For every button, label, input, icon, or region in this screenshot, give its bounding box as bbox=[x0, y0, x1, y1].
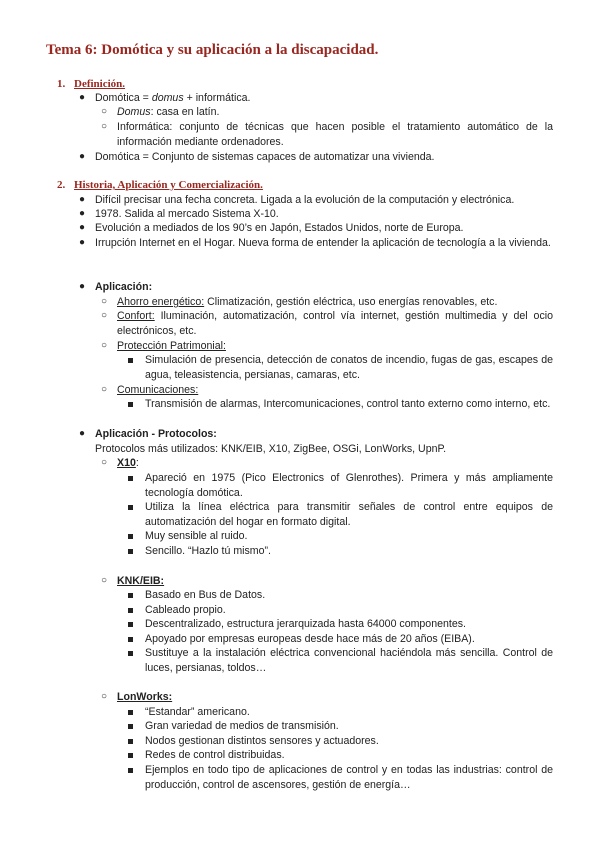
bullet-square bbox=[128, 604, 133, 618]
bullet-square bbox=[128, 501, 133, 515]
bullet-square bbox=[128, 735, 133, 749]
section-2-heading bbox=[74, 178, 263, 192]
bullet-dot: ● bbox=[79, 222, 86, 233]
text-segment: Iluminación, automatización, control vía internet, gestión multimedia y del ocio electrónicos, etc. bbox=[117, 310, 553, 337]
section-1-number: 1. bbox=[57, 78, 66, 90]
lonworks-item: “Estandar” americano. bbox=[145, 706, 250, 718]
knk-item: Sustituye a la instalación eléctrica convencional haciéndola más sencilla. Control de luces, persianas, toldos… bbox=[145, 647, 553, 674]
protocolos-intro: Protocolos más utilizados: KNK/EIB, X10, ZigBee, OSGi, LonWorks, UpnP. bbox=[95, 443, 447, 455]
bullet-dot: ● bbox=[79, 428, 86, 439]
item-label: Confort: bbox=[117, 310, 155, 322]
aplicacion-ahorro bbox=[117, 295, 497, 309]
bullet-circle: ○ bbox=[101, 121, 108, 132]
bullet-circle: ○ bbox=[101, 691, 108, 702]
history-item: Irrupción Internet en el Hogar. Nueva forma de entender la aplicación de tecnología a la vivienda. bbox=[95, 237, 551, 249]
section-2-number: 2. bbox=[57, 179, 66, 191]
bullet-square bbox=[128, 472, 133, 486]
history-item: Difícil precisar una fecha concreta. Ligada a la evolución de la computación y electrónica. bbox=[95, 194, 515, 206]
bullet-square bbox=[128, 706, 133, 720]
bullet-square bbox=[128, 398, 133, 412]
knk-item: Basado en Bus de Datos. bbox=[145, 589, 266, 601]
item-label: Ahorro energético: bbox=[117, 296, 205, 308]
aplicacion-comunicaciones-item: Transmisión de alarmas, Intercomunicaciones, control tanto externo como interno, etc. bbox=[145, 398, 551, 410]
text-segment: : bbox=[135, 457, 139, 469]
bullet-dot: ● bbox=[79, 237, 86, 248]
lonworks-item: Ejemplos en todo tipo de aplicaciones de control y en todas las industrias: control de producción, control de ascensores, gestión de energía… bbox=[145, 764, 553, 791]
definition-domotica-2: Domótica = Conjunto de sistemas capaces de automatizar una vivienda. bbox=[95, 151, 435, 163]
text-segment: Domótica = bbox=[95, 92, 152, 104]
bullet-square bbox=[128, 354, 133, 368]
definition-informatica: Informática: conjunto de técnicas que hacen posible el tratamiento automático de la información mediante ordenadores. bbox=[117, 121, 553, 148]
protocolos-heading: Aplicación - Protocolos: bbox=[95, 428, 217, 440]
section-1-heading-text: Definición. bbox=[74, 78, 126, 90]
bullet-square bbox=[128, 618, 133, 632]
lonworks-item: Redes de control distribuidas. bbox=[145, 749, 285, 761]
section-1-heading bbox=[74, 77, 125, 91]
aplicacion-heading: Aplicación: bbox=[95, 281, 153, 293]
knk-item: Descentralizado, estructura jerarquizada hasta 64000 componentes. bbox=[145, 618, 466, 630]
bullet-square bbox=[128, 720, 133, 734]
bullet-circle: ○ bbox=[101, 457, 108, 468]
bullet-circle: ○ bbox=[101, 384, 108, 395]
bullet-square bbox=[128, 545, 133, 559]
lonworks-heading: LonWorks: bbox=[117, 691, 173, 703]
bullet-square bbox=[128, 647, 133, 661]
bullet-square bbox=[128, 633, 133, 647]
x10-heading bbox=[117, 456, 139, 470]
bullet-dot: ● bbox=[79, 208, 86, 219]
bullet-circle: ○ bbox=[101, 575, 108, 586]
lonworks-item: Nodos gestionan distintos sensores y actuadores. bbox=[145, 735, 379, 747]
text-emphasis: domus bbox=[151, 92, 184, 104]
definition-domotica bbox=[95, 91, 250, 105]
bullet-circle: ○ bbox=[101, 340, 108, 351]
aplicacion-proteccion-label: Protección Patrimonial: bbox=[117, 340, 226, 352]
knk-heading: KNK/EIB: bbox=[117, 575, 165, 587]
bullet-dot: ● bbox=[79, 92, 86, 103]
bullet-circle: ○ bbox=[101, 106, 108, 117]
history-item: Evolución a mediados de los 90’s en Japón, Estados Unidos, norte de Europa. bbox=[95, 222, 464, 234]
x10-item: Sencillo. “Hazlo tú mismo”. bbox=[145, 545, 271, 557]
bullet-dot: ● bbox=[79, 194, 86, 205]
text-segment: : casa en latín. bbox=[150, 106, 220, 118]
bullet-dot: ● bbox=[79, 281, 86, 292]
definition-domus bbox=[117, 105, 219, 119]
bullet-dot: ● bbox=[79, 151, 86, 162]
aplicacion-proteccion-item: Simulación de presencia, detección de conatos de incendio, fugas de gas, escapes de agua, teleasistencia, persianas, camaras, etc. bbox=[145, 354, 553, 381]
section-2-heading-text: Historia, Aplicación y Comercialización. bbox=[74, 179, 263, 191]
x10-item: Utiliza la línea eléctrica para transmitir señales de control entre equipos de automatización del hogar en formato digital. bbox=[145, 501, 553, 528]
bullet-square bbox=[128, 589, 133, 603]
bullet-circle: ○ bbox=[101, 310, 108, 321]
page-title: Tema 6: Domótica y su aplicación a la discapacidad. bbox=[46, 42, 379, 58]
text-segment: Climatización, gestión eléctrica, uso energías renovables, etc. bbox=[204, 296, 498, 308]
x10-item: Muy sensible al ruido. bbox=[145, 530, 248, 542]
bullet-square bbox=[128, 764, 133, 778]
bullet-circle: ○ bbox=[101, 296, 108, 307]
bullet-square bbox=[128, 530, 133, 544]
history-item: 1978. Salida al mercado Sistema X-10. bbox=[95, 208, 279, 220]
knk-item: Apoyado por empresas europeas desde hace más de 20 años (EIBA). bbox=[145, 633, 475, 645]
x10-label: X10 bbox=[117, 457, 136, 469]
text-segment: + informática. bbox=[183, 92, 251, 104]
knk-item: Cableado propio. bbox=[145, 604, 226, 616]
aplicacion-comunicaciones-label: Comunicaciones: bbox=[117, 384, 199, 396]
aplicacion-confort bbox=[117, 309, 553, 338]
lonworks-item: Gran variedad de medios de transmisión. bbox=[145, 720, 339, 732]
bullet-square bbox=[128, 749, 133, 763]
text-emphasis: Domus bbox=[117, 106, 151, 118]
x10-item: Apareció en 1975 (Pico Electronics of Glenrothes). Primera y más ampliamente tecnología domótica. bbox=[145, 472, 553, 499]
